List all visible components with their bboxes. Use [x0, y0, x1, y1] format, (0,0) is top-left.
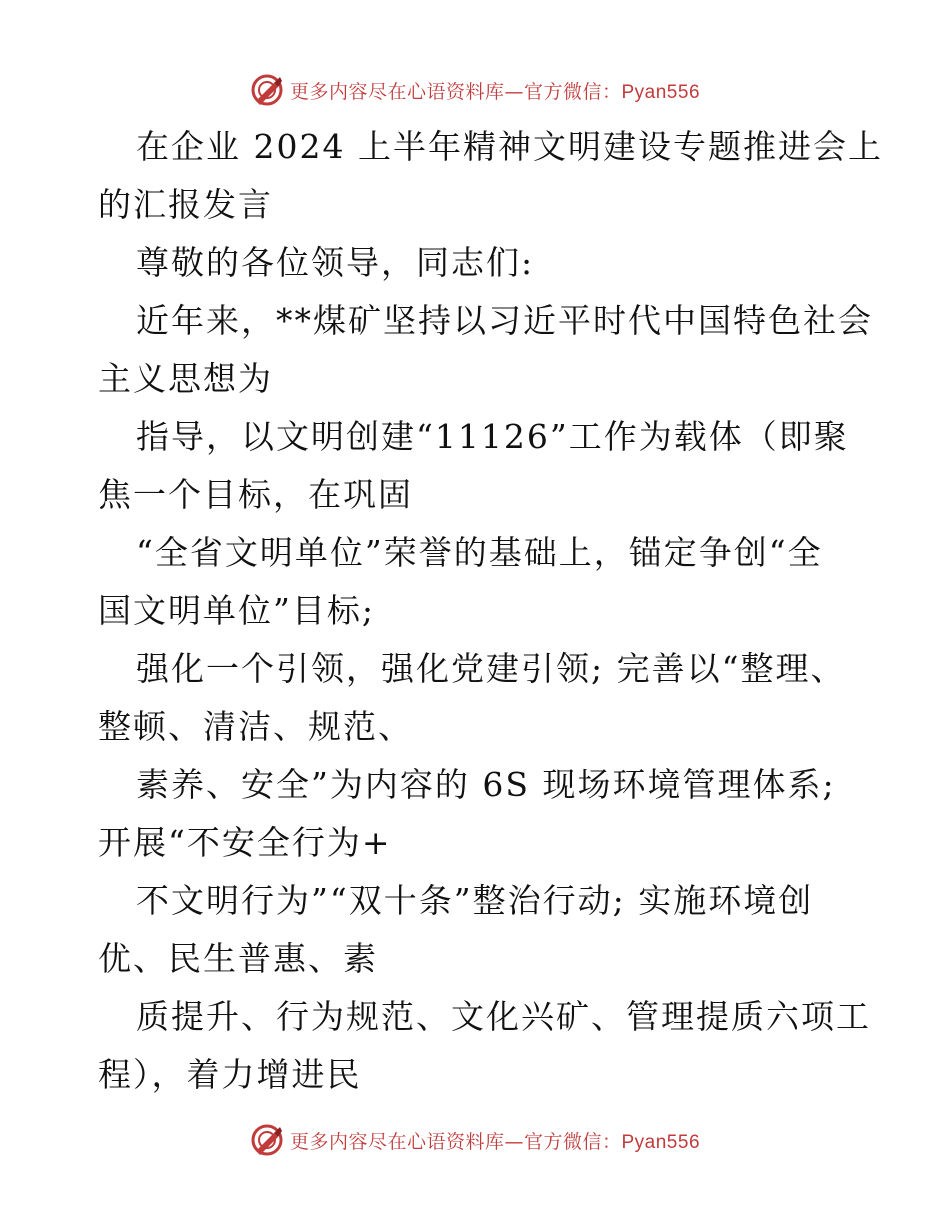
document-line: 指导，以文明创建“11126”工作为载体（即聚: [136, 417, 849, 456]
watermark-text: [290, 77, 700, 104]
watermark-sep: —: [504, 80, 524, 103]
watermark-sep: —: [504, 1130, 524, 1153]
document-line: 开展“不安全行为+: [98, 823, 392, 862]
document-line: 焦一个目标，在巩固: [98, 475, 413, 514]
document-line: 不文明行为”“双十条”整治行动; 实施环境创: [136, 881, 814, 920]
watermark-main: 更多内容尽在心语资料库: [289, 80, 505, 103]
pen-nib-circle-icon: [250, 73, 284, 107]
document-line: 整顿、清洁、规范、: [98, 707, 413, 746]
document-line: 强化一个引领，强化党建引领; 完善以“整理、: [136, 649, 846, 688]
watermark-tail: 官方微信：: [523, 1130, 622, 1153]
document-line: 优、民生普惠、素: [98, 939, 378, 978]
footer-watermark: [0, 1120, 950, 1160]
document-line: 主义思想为: [98, 359, 273, 398]
document-line: 尊敬的各位领导，同志们:: [136, 243, 535, 282]
document-line: 国文明单位”目标;: [98, 591, 375, 630]
watermark-handle: Pyan556: [621, 1131, 701, 1153]
watermark-tail: 官方微信：: [523, 80, 622, 103]
document-line: 在企业 2024 上半年精神文明建设专题推进会上: [136, 127, 883, 166]
document-line: 素养、安全”为内容的 6S 现场环境管理体系;: [136, 765, 836, 804]
document-line: 近年来，**煤矿坚持以习近平时代中国特色社会: [136, 301, 873, 340]
document-line: “全省文明单位”荣誉的基础上，锚定争创“全: [136, 533, 823, 572]
watermark-main: 更多内容尽在心语资料库: [289, 1130, 505, 1153]
document-body: [98, 118, 883, 1104]
watermark-text: [290, 1127, 700, 1154]
header-watermark: [0, 70, 950, 110]
pen-nib-circle-icon: [250, 1123, 284, 1157]
document-line: 程），着力增进民: [98, 1055, 362, 1094]
document-line: 质提升、行为规范、文化兴矿、管理提质六项工: [136, 997, 871, 1036]
watermark-handle: Pyan556: [621, 81, 701, 103]
document-line: 的汇报发言: [98, 185, 273, 224]
